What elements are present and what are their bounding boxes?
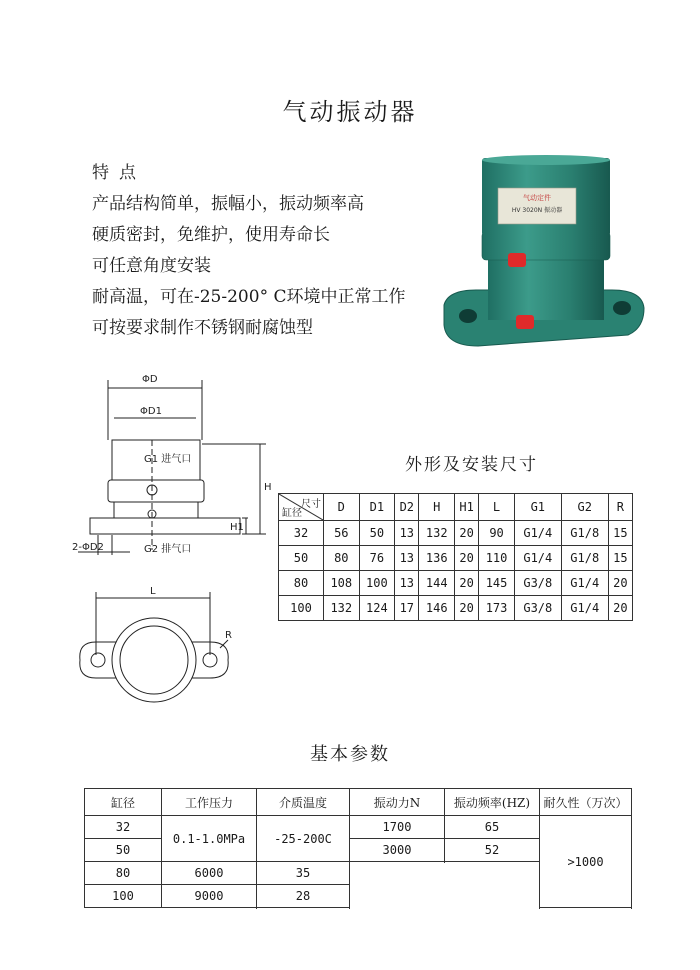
- basic-params-title: 基本参数: [310, 744, 390, 765]
- table-cell: 100: [359, 571, 395, 596]
- top-view-drawing: [70, 580, 240, 710]
- table-corner-cell: [279, 494, 324, 521]
- corner-size-label: 尺寸: [301, 499, 321, 510]
- label-r: R: [225, 630, 232, 641]
- table-header-row: [85, 789, 632, 816]
- table-cell: 13: [395, 546, 419, 571]
- features-heading: 特点: [92, 163, 146, 183]
- table-cell: 32: [279, 521, 324, 546]
- table-cell: 20: [455, 521, 479, 546]
- label-l: L: [150, 586, 156, 597]
- frequency-cell: 65: [445, 816, 540, 839]
- table-cell: G3/8: [514, 596, 561, 621]
- label-g1: G1 进气口: [144, 454, 192, 465]
- label-h: H: [264, 482, 272, 493]
- table-cell: G3/8: [514, 571, 561, 596]
- feature-item: 耐高温，可在-25-200° C环境中正常工作: [92, 287, 406, 307]
- table-cell: 108: [324, 571, 360, 596]
- header-cell: G1: [514, 494, 561, 521]
- table-cell: G1/4: [514, 546, 561, 571]
- table-row: [85, 816, 632, 839]
- basic-params-table: [84, 788, 632, 908]
- header-cell: 介质温度: [257, 789, 350, 816]
- header-cell: 耐久性（万次）: [540, 789, 632, 816]
- table-cell: 50: [279, 546, 324, 571]
- table-cell: 50: [359, 521, 395, 546]
- frequency-cell: 35: [257, 862, 350, 885]
- header-cell: G2: [561, 494, 608, 521]
- table-cell: 15: [608, 546, 632, 571]
- table-cell: G1/4: [561, 596, 608, 621]
- frequency-cell: 52: [445, 839, 540, 862]
- pressure-cell: 0.1-1.0MPa: [162, 816, 257, 862]
- table-cell: 144: [419, 571, 455, 596]
- table-cell: 145: [479, 571, 515, 596]
- table-cell: G1/8: [561, 521, 608, 546]
- header-cell: 缸径: [85, 789, 162, 816]
- durability-cell: >1000: [540, 816, 632, 908]
- frequency-cell: 28: [257, 885, 350, 908]
- bore-cell: 50: [85, 839, 162, 862]
- label-phi-d2: 2-ΦD2: [72, 542, 104, 553]
- table-cell: 100: [279, 596, 324, 621]
- header-cell: R: [608, 494, 632, 521]
- features-block: [92, 158, 405, 344]
- table-cell: 80: [324, 546, 360, 571]
- table-cell: 56: [324, 521, 360, 546]
- force-cell: 9000: [162, 885, 257, 908]
- dimensions-table: [278, 493, 633, 621]
- label-phi-d1: ΦD1: [140, 406, 162, 417]
- table-row: [279, 546, 633, 571]
- force-cell: 3000: [350, 839, 445, 862]
- dimensions-title: 外形及安装尺寸: [405, 455, 538, 475]
- feature-item: 可任意角度安装: [92, 256, 211, 276]
- header-cell: H1: [455, 494, 479, 521]
- table-row: [279, 521, 633, 546]
- header-cell: D: [324, 494, 360, 521]
- header-cell: D2: [395, 494, 419, 521]
- table-cell: 13: [395, 521, 419, 546]
- label-phi-d: ΦD: [142, 374, 158, 385]
- bore-cell: 32: [85, 816, 162, 839]
- vibrator-photo: [438, 150, 650, 360]
- table-row: [279, 571, 633, 596]
- table-cell: 124: [359, 596, 395, 621]
- bore-cell: 80: [85, 862, 162, 885]
- feature-item: 可按要求制作不锈钢耐腐蚀型: [92, 318, 313, 338]
- bore-cell: 100: [85, 885, 162, 908]
- header-cell: 工作压力: [162, 789, 257, 816]
- table-cell: 20: [455, 546, 479, 571]
- table-cell: 132: [324, 596, 360, 621]
- table-cell: G1/8: [561, 546, 608, 571]
- side-view-drawing: [70, 360, 280, 575]
- header-cell: 振动频率(HZ): [445, 789, 540, 816]
- force-cell: 6000: [162, 862, 257, 885]
- label-g2: G2 排气口: [144, 544, 192, 555]
- table-cell: 146: [419, 596, 455, 621]
- table-cell: 76: [359, 546, 395, 571]
- nameplate-line2: HV 3020N 振动器: [511, 207, 563, 214]
- table-cell: G1/4: [561, 571, 608, 596]
- label-h1: H1: [230, 522, 244, 533]
- temperature-cell: -25-200C: [257, 816, 350, 862]
- table-header-row: [279, 494, 633, 521]
- nameplate-line1: 气动定件: [523, 194, 551, 202]
- header-cell: D1: [359, 494, 395, 521]
- feature-item: 硬质密封，免维护，使用寿命长: [92, 225, 330, 245]
- table-cell: 132: [419, 521, 455, 546]
- table-cell: 80: [279, 571, 324, 596]
- table-cell: 20: [455, 596, 479, 621]
- header-cell: 振动力N: [350, 789, 445, 816]
- table-row: [279, 596, 633, 621]
- header-cell: H: [419, 494, 455, 521]
- table-cell: 13: [395, 571, 419, 596]
- table-cell: 15: [608, 521, 632, 546]
- table-cell: 20: [608, 571, 632, 596]
- table-cell: 17: [395, 596, 419, 621]
- table-cell: 173: [479, 596, 515, 621]
- table-cell: 136: [419, 546, 455, 571]
- table-cell: 90: [479, 521, 515, 546]
- page-title: 气动振动器: [282, 98, 418, 126]
- header-cell: L: [479, 494, 515, 521]
- corner-bore-label: 缸径: [282, 508, 302, 519]
- force-cell: 1700: [350, 816, 445, 839]
- table-cell: 110: [479, 546, 515, 571]
- table-cell: 20: [608, 596, 632, 621]
- table-cell: G1/4: [514, 521, 561, 546]
- table-cell: 20: [455, 571, 479, 596]
- feature-item: 产品结构简单，振幅小，振动频率高: [92, 194, 364, 214]
